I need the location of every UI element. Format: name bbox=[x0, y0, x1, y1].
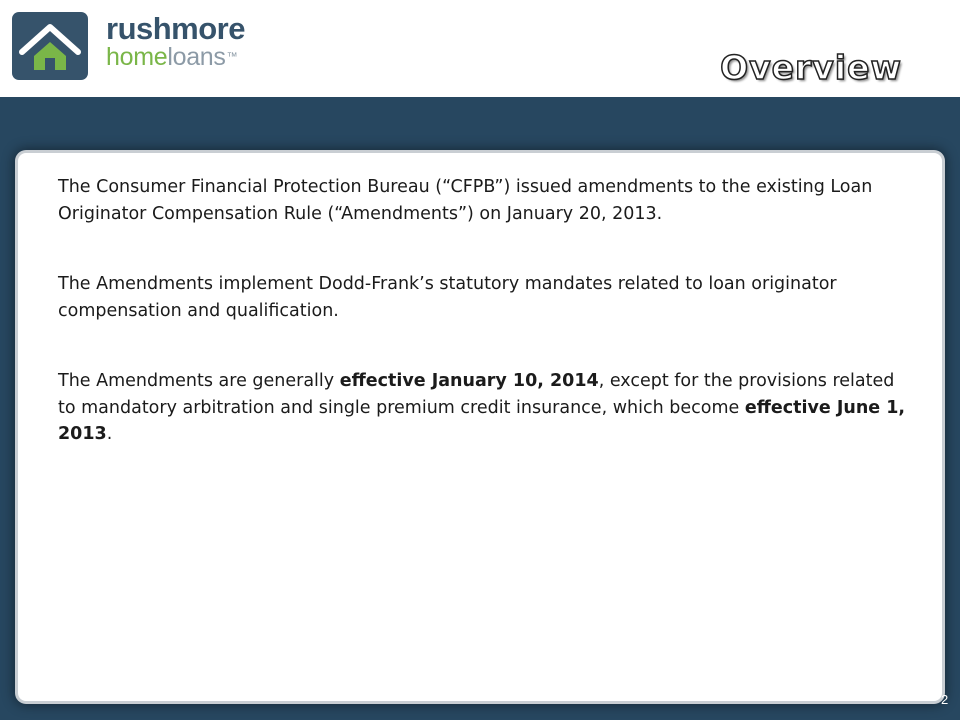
paragraph-effective-dates bbox=[58, 368, 908, 448]
slide-title: Overview bbox=[720, 48, 902, 87]
page-number: 2 bbox=[941, 692, 949, 707]
trademark-symbol: ™ bbox=[226, 51, 238, 63]
slide-header bbox=[0, 0, 960, 97]
brand-name-rushmore: rushmore bbox=[106, 11, 245, 46]
effective-text-part2: , except for the provisions related to mandatory arbitration and single premium credit insurance, which become bbox=[58, 371, 895, 418]
paragraph-cfpb-amendments: The Consumer Financial Protection Bureau (“CFPB”) issued amendments to the existing Loan Originator Compensation Rule (“Amendments”) on January 20, 2013. bbox=[58, 177, 873, 224]
brand-name-homeloans bbox=[106, 44, 245, 70]
paragraph-dodd-frank: The Amendments implement Dodd-Frank’s statutory mandates related to loan originator compensation and qualification. bbox=[58, 274, 837, 321]
effective-date-exceptions: effective June 1, 2013 bbox=[58, 397, 906, 444]
effective-date-primary: effective January 10, 2014 bbox=[339, 371, 599, 391]
effective-text-part1: The Amendments are generally bbox=[58, 371, 340, 391]
brand-name-loans: loans bbox=[167, 43, 226, 71]
brand-name-home: home bbox=[106, 43, 168, 71]
effective-text-part3: . bbox=[106, 424, 113, 444]
house-logo-icon bbox=[12, 12, 88, 80]
brand-wordmark bbox=[106, 11, 245, 71]
slide-body bbox=[58, 174, 908, 492]
